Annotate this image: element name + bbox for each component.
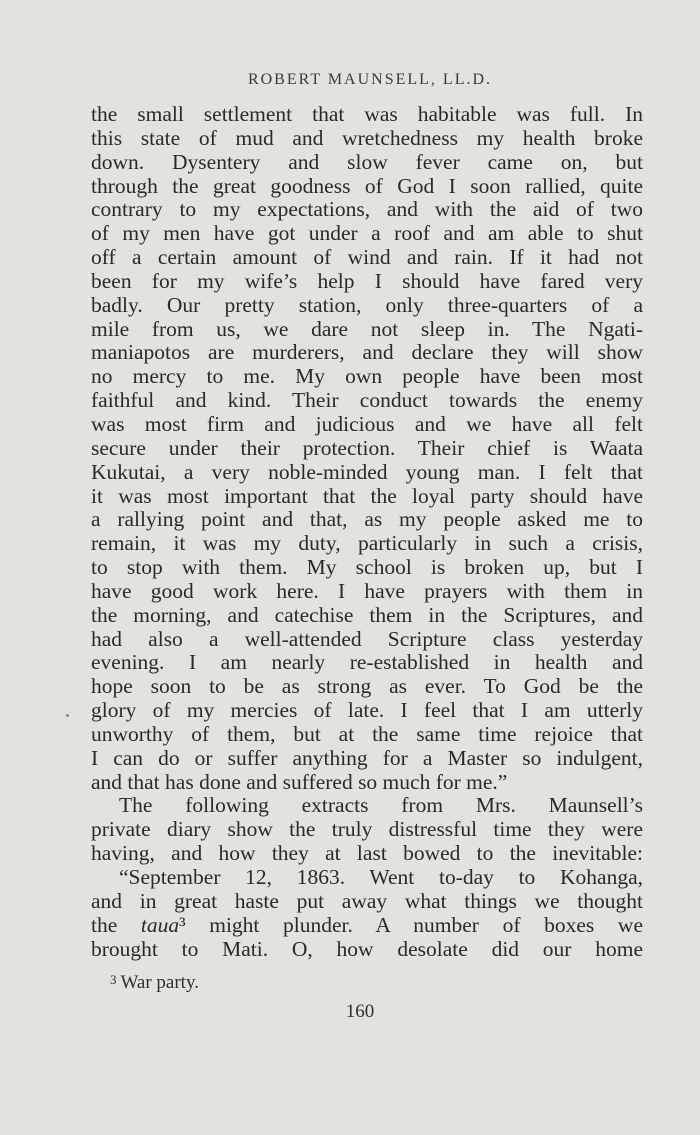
text-line: faithful and kind. Their conduct towards the enemy <box>91 389 643 413</box>
text-line: the morning, and catechise them in the Scriptures, and <box>91 603 643 627</box>
text-line: glory of my mercies of late. I feel that I am utterly <box>91 699 643 723</box>
text-line: the small settlement that was habitable was full. In <box>91 103 643 126</box>
text-line: the taua³ might plunder. A number of boxes we <box>91 913 643 937</box>
text-line: and that has done and suffered so much for me.” <box>91 770 508 794</box>
paper-speck <box>66 714 69 717</box>
text-line: private diary show the truly distressful time they were <box>91 818 643 842</box>
text-line: no mercy to me. My own people have been most <box>91 365 643 389</box>
text-line: down. Dysentery and slow fever came on, but <box>91 150 643 174</box>
text-line: unworthy of them, but at the same time rejoice that <box>91 722 643 746</box>
text-line: evening. I am nearly re-established in health and <box>91 651 643 675</box>
text-line: Kukutai, a very noble-minded young man. I felt that <box>91 460 643 484</box>
text-line: it was most important that the loyal party should have <box>91 484 643 508</box>
text-line: been for my wife’s help I should have fared very <box>91 269 643 293</box>
footnote-text: War party. <box>120 972 199 993</box>
page-number: 160 <box>345 1001 375 1022</box>
text-line: secure under their protection. Their chief is Waata <box>91 436 643 460</box>
text-line: having, and how they at last bowed to the inevitable: <box>91 842 643 866</box>
text-line: and in great haste put away what things we thought <box>91 889 643 913</box>
text-line: hope soon to be as strong as ever. To God be the <box>91 675 643 699</box>
text-line: remain, it was my duty, particularly in such a crisis, <box>91 532 643 556</box>
text-line: had also a well-attended Scripture class yesterday <box>91 627 643 651</box>
text-line: The following extracts from Mrs. Maunsell’s <box>119 794 643 818</box>
text-line: mile from us, we dare not sleep in. The Ngati- <box>91 317 643 341</box>
text-line: I can do or suffer anything for a Master so indulgent, <box>91 746 643 770</box>
text-line: this state of mud and wretchedness my health broke <box>91 126 643 150</box>
text-line: maniapotos are murderers, and declare they will show <box>91 341 643 365</box>
footnote-marker: 3 <box>110 972 117 987</box>
text-line: badly. Our pretty station, only three-quarters of a <box>91 293 643 317</box>
body-text <box>91 103 643 961</box>
text-line: brought to Mati. O, how desolate did our home <box>91 937 643 961</box>
text-line: was most firm and judicious and we have all felt <box>91 412 643 436</box>
text-line: have good work here. I have prayers with them in <box>91 579 643 603</box>
text-line: of my men have got under a roof and am able to shut <box>91 222 643 246</box>
text-line: a rallying point and that, as my people asked me to <box>91 508 643 532</box>
text-line: off a certain amount of wind and rain. If it had not <box>91 246 643 270</box>
running-head: ROBERT MAUNSELL, LL.D. <box>247 71 493 88</box>
text-line: through the great goodness of God I soon rallied, quite <box>91 174 643 198</box>
text-line: “September 12, 1863. Went to-day to Kohanga, <box>119 866 643 889</box>
text-line: to stop with them. My school is broken up, but I <box>91 556 643 580</box>
text-line: contrary to my expectations, and with the aid of two <box>91 198 643 222</box>
footnote <box>110 972 199 994</box>
